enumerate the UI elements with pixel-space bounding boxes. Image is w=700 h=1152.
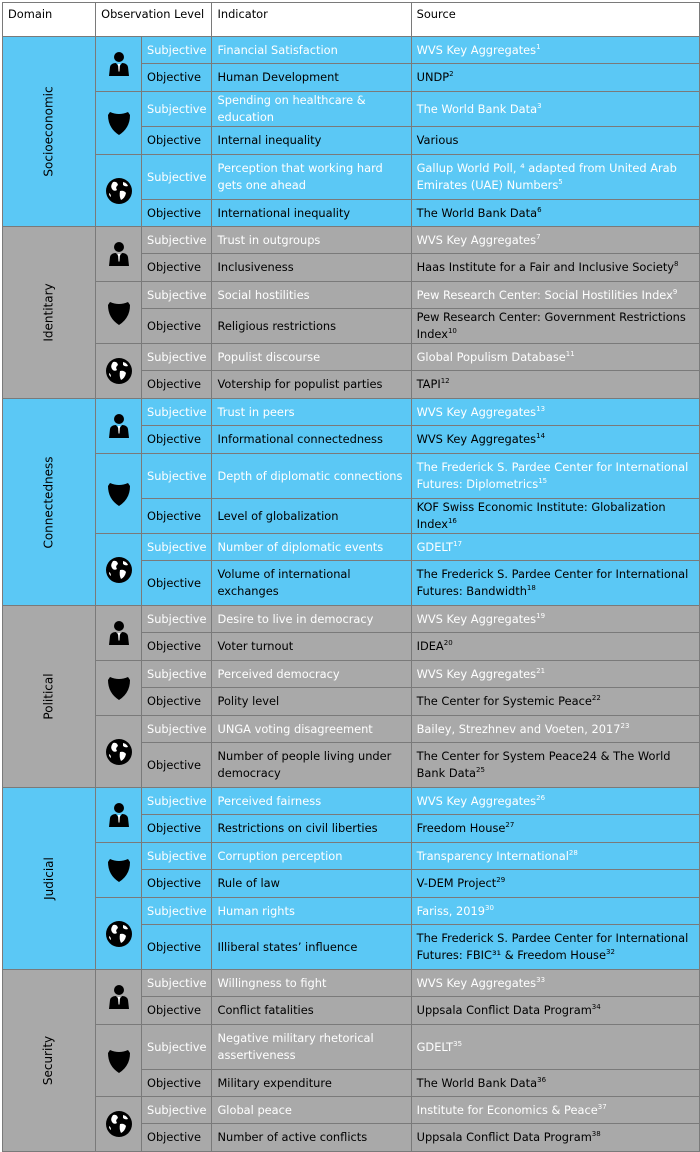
- indicator-cell: UNGA voting disagreement: [212, 716, 411, 743]
- footnote-marker: 23: [620, 721, 630, 730]
- icon-cell: [96, 155, 142, 227]
- person-icon: [96, 51, 141, 77]
- footnote-marker: 32: [606, 948, 615, 957]
- globe-icon: [96, 177, 141, 205]
- source-cell: [411, 499, 699, 534]
- indicator-cell: Rule of law: [212, 870, 411, 898]
- person-icon: [96, 241, 141, 267]
- observation-level: Objective: [141, 64, 212, 92]
- indicator-cell: Populist discourse: [212, 344, 411, 371]
- footnote-marker: 35: [453, 1039, 463, 1048]
- source-cell: [411, 1070, 699, 1097]
- footnote-marker: 1: [536, 42, 541, 51]
- observation-level: Objective: [141, 254, 212, 282]
- observation-level: Objective: [141, 499, 212, 534]
- source-text: The Center for System Peace24 & The World Bank Data: [416, 749, 671, 780]
- table-row: [3, 399, 700, 426]
- indicator-cell: Desire to live in democracy: [212, 606, 411, 633]
- domain-label: Identitary: [41, 283, 56, 342]
- table-row: [3, 1097, 700, 1124]
- observation-level: Subjective: [141, 282, 212, 309]
- observation-level: Subjective: [141, 843, 212, 870]
- source-text: The World Bank Data: [416, 1075, 538, 1090]
- observation-level: Objective: [141, 997, 212, 1025]
- source-cell: [411, 788, 699, 815]
- source-text: Freedom House: [416, 821, 506, 835]
- observation-level: Subjective: [141, 155, 212, 200]
- source-text: WVS Key Aggregates: [416, 232, 537, 247]
- person-icon: [96, 620, 141, 646]
- person-icon: [96, 984, 141, 1010]
- footnote-marker: 29: [496, 876, 506, 885]
- observation-level: Objective: [141, 925, 212, 970]
- footnote-marker: 19: [536, 611, 546, 620]
- table-row: [3, 454, 700, 499]
- source-text: WVS Key Aggregates: [416, 432, 537, 446]
- source-cell: [411, 399, 699, 426]
- indicator-cell: Trust in outgroups: [212, 227, 411, 254]
- footnote-marker: 28: [568, 848, 578, 857]
- source-text: Uppsala Conflict Data Program: [416, 1130, 592, 1144]
- source-text: KOF Swiss Economic Institute: Globalization Index: [416, 500, 666, 531]
- source-cell: [411, 716, 699, 743]
- source-text: WVS Key Aggregates: [416, 975, 537, 990]
- table-row: [3, 37, 700, 64]
- domain-cell: [3, 788, 96, 970]
- footnote-marker: 17: [453, 539, 463, 548]
- footnote-marker: 26: [536, 793, 546, 802]
- globe-icon: [96, 556, 141, 584]
- source-cell: [411, 227, 699, 254]
- source-text: The Center for Systemic Peace: [416, 694, 592, 708]
- observation-level: Subjective: [141, 227, 212, 254]
- domain-cell: [3, 37, 96, 227]
- source-text: Fariss, 2019: [416, 903, 486, 918]
- source-cell: [411, 92, 699, 127]
- icon-cell: [96, 661, 142, 716]
- source-text: Pew Research Center: Government Restrictions Index: [416, 310, 686, 341]
- source-text: Transparency International: [416, 848, 569, 863]
- indicator-cell: Human rights: [212, 898, 411, 925]
- footnote-marker: 6: [537, 205, 542, 214]
- source-cell: [411, 309, 699, 344]
- footnote-marker: 20: [443, 639, 453, 648]
- indicator-cell: International inequality: [212, 200, 411, 227]
- shield-icon: [96, 857, 141, 883]
- source-cell: [411, 925, 699, 970]
- indicator-cell: Social hostilities: [212, 282, 411, 309]
- observation-level: Subjective: [141, 606, 212, 633]
- observation-level: Objective: [141, 426, 212, 454]
- domain-label: Political: [41, 673, 56, 720]
- indicator-cell: Number of people living under democracy: [212, 743, 411, 788]
- footnote-marker: 18: [526, 584, 536, 593]
- table-row: [3, 92, 700, 127]
- source-text: Uppsala Conflict Data Program: [416, 1003, 592, 1017]
- icon-cell: [96, 898, 142, 970]
- source-cell: [411, 688, 699, 716]
- indicator-cell: Internal inequality: [212, 127, 411, 155]
- indicator-cell: Number of diplomatic events: [212, 534, 411, 561]
- source-text: WVS Key Aggregates: [416, 666, 537, 681]
- source-cell: [411, 970, 699, 997]
- footnote-marker: 16: [447, 517, 457, 526]
- indicator-cell: Human Development: [212, 64, 411, 92]
- table-row: [3, 1025, 700, 1070]
- source-text: WVS Key Aggregates: [416, 42, 537, 57]
- source-cell: [411, 426, 699, 454]
- observation-level: Objective: [141, 127, 212, 155]
- header-observation-level: Observation Level: [96, 3, 212, 37]
- source-text: Global Populism Database: [416, 349, 566, 364]
- footnote-marker: 13: [536, 404, 546, 413]
- table-row: [3, 344, 700, 371]
- footnote-marker: 36: [537, 1075, 547, 1084]
- footnote-marker: 10: [447, 327, 457, 336]
- indicator-cell: Negative military rhetorical assertiveness: [212, 1025, 411, 1070]
- indicator-cell: Perception that working hard gets one ahead: [212, 155, 411, 200]
- header-source: Source: [411, 3, 699, 37]
- source-cell: [411, 743, 699, 788]
- footnote-marker: 11: [565, 349, 575, 358]
- header-domain: Domain: [3, 3, 96, 37]
- globe-icon: [96, 1110, 141, 1138]
- source-cell: [411, 254, 699, 282]
- source-cell: [411, 1097, 699, 1124]
- observation-level: Subjective: [141, 1097, 212, 1124]
- icon-cell: [96, 970, 142, 1025]
- indicator-cell: Informational connectedness: [212, 426, 411, 454]
- indicator-cell: Financial Satisfaction: [212, 37, 411, 64]
- footnote-marker: 14: [536, 432, 546, 441]
- indicator-cell: Conflict fatalities: [212, 997, 411, 1025]
- indicator-cell: Illiberal states’ influence: [212, 925, 411, 970]
- source-text: Various: [416, 133, 459, 147]
- source-cell: [411, 37, 699, 64]
- icon-cell: [96, 716, 142, 788]
- source-text: V-DEM Project: [416, 876, 497, 890]
- source-cell: [411, 534, 699, 561]
- indicator-cell: Corruption perception: [212, 843, 411, 870]
- source-cell: [411, 815, 699, 843]
- indicator-cell: Global peace: [212, 1097, 411, 1124]
- domain-cell: [3, 227, 96, 399]
- icon-cell: [96, 454, 142, 534]
- indicator-cell: Number of active conflicts: [212, 1124, 411, 1152]
- observation-level: Subjective: [141, 534, 212, 561]
- source-cell: [411, 606, 699, 633]
- source-cell: [411, 661, 699, 688]
- source-cell: [411, 1124, 699, 1152]
- source-text: Haas Institute for a Fair and Inclusive Society: [416, 260, 675, 274]
- table-row: [3, 282, 700, 309]
- observation-level: Objective: [141, 1124, 212, 1152]
- table-row: [3, 788, 700, 815]
- indicator-cell: Trust in peers: [212, 399, 411, 426]
- source-cell: [411, 454, 699, 499]
- domain-label: Socioeconomic: [41, 86, 56, 177]
- observation-level: Subjective: [141, 898, 212, 925]
- shield-icon: [96, 300, 141, 326]
- footnote-marker: 15: [538, 477, 548, 486]
- footnote-marker: 25: [476, 766, 485, 775]
- source-cell: [411, 155, 699, 200]
- source-text: The World Bank Data: [416, 205, 538, 220]
- icon-cell: [96, 37, 142, 92]
- domain-label: Security: [41, 1035, 56, 1086]
- footnote-marker: 30: [485, 903, 494, 912]
- source-cell: [411, 997, 699, 1025]
- observation-level: Subjective: [141, 1025, 212, 1070]
- icon-cell: [96, 606, 142, 661]
- source-cell: [411, 561, 699, 606]
- footnote-marker: 38: [591, 1130, 601, 1139]
- indicator-cell: Votership for populist parties: [212, 371, 411, 399]
- footnote-marker: 7: [536, 232, 541, 241]
- source-text: Bailey, Strezhnev and Voeten, 2017: [416, 721, 621, 736]
- indicator-cell: Restrictions on civil liberties: [212, 815, 411, 843]
- source-cell: [411, 898, 699, 925]
- source-text: TAPI: [416, 377, 441, 391]
- observation-level: Subjective: [141, 716, 212, 743]
- table-row: [3, 898, 700, 925]
- table-row: [3, 227, 700, 254]
- table-row: [3, 843, 700, 870]
- footnote-marker: 33: [536, 975, 546, 984]
- table-row: [3, 155, 700, 200]
- source-text: WVS Key Aggregates: [416, 404, 537, 419]
- source-text: Gallup World Poll, ⁴ adapted from United Arab Emirates (UAE) Numbers: [416, 161, 677, 192]
- observation-level: Objective: [141, 815, 212, 843]
- icon-cell: [96, 92, 142, 155]
- source-text: The Frederick S. Pardee Center for International Futures: FBIC³¹ & Freedom House: [416, 931, 689, 962]
- observation-level: Subjective: [141, 454, 212, 499]
- icon-cell: [96, 788, 142, 843]
- table-body: [3, 37, 700, 1152]
- globe-icon: [96, 357, 141, 385]
- observation-level: Objective: [141, 870, 212, 898]
- table-row: [3, 534, 700, 561]
- observation-level: Objective: [141, 743, 212, 788]
- source-text: GDELT: [416, 539, 454, 554]
- observation-level: Objective: [141, 688, 212, 716]
- indicator-cell: Polity level: [212, 688, 411, 716]
- observation-level: Subjective: [141, 92, 212, 127]
- footnote-marker: 9: [672, 287, 678, 296]
- source-text: The Frederick S. Pardee Center for International Futures: Bandwidth: [416, 567, 689, 598]
- indicator-cell: Volume of international exchanges: [212, 561, 411, 606]
- indicator-cell: Inclusiveness: [212, 254, 411, 282]
- icon-cell: [96, 1025, 142, 1097]
- icon-cell: [96, 1097, 142, 1152]
- indicator-cell: Depth of diplomatic connections: [212, 454, 411, 499]
- person-icon: [96, 802, 141, 828]
- domain-label: Connectedness: [41, 455, 56, 549]
- table-row: [3, 606, 700, 633]
- observation-level: Subjective: [141, 37, 212, 64]
- shield-icon: [96, 481, 141, 507]
- source-cell: [411, 127, 699, 155]
- footnote-marker: 12: [440, 377, 450, 386]
- icon-cell: [96, 344, 142, 399]
- observation-level: Objective: [141, 371, 212, 399]
- source-cell: [411, 843, 699, 870]
- source-text: The Frederick S. Pardee Center for International Futures: Diplometrics: [416, 460, 689, 491]
- observation-level: Subjective: [141, 399, 212, 426]
- source-text: WVS Key Aggregates: [416, 793, 537, 808]
- observation-level: Objective: [141, 1070, 212, 1097]
- source-text: The World Bank Data: [416, 101, 538, 116]
- icon-cell: [96, 399, 142, 454]
- source-text: Institute for Economics & Peace: [416, 1102, 598, 1117]
- indicator-cell: Spending on healthcare & education: [212, 92, 411, 127]
- source-text: WVS Key Aggregates: [416, 611, 537, 626]
- table-row: [3, 716, 700, 743]
- observation-level: Objective: [141, 309, 212, 344]
- indicator-cell: Perceived democracy: [212, 661, 411, 688]
- source-cell: [411, 64, 699, 92]
- shield-icon: [96, 1048, 141, 1074]
- observation-level: Subjective: [141, 788, 212, 815]
- person-icon: [96, 413, 141, 439]
- indicator-cell: Religious restrictions: [212, 309, 411, 344]
- footnote-marker: 37: [597, 1102, 607, 1111]
- source-cell: [411, 344, 699, 371]
- source-text: GDELT: [416, 1039, 454, 1054]
- icon-cell: [96, 282, 142, 344]
- header-row: [3, 3, 700, 37]
- globe-icon: [96, 738, 141, 766]
- domain-cell: [3, 399, 96, 606]
- source-text: IDEA: [416, 639, 444, 653]
- source-cell: [411, 371, 699, 399]
- indicator-cell: Perceived fairness: [212, 788, 411, 815]
- table-row: [3, 661, 700, 688]
- indicator-table: [2, 2, 700, 1152]
- shield-icon: [96, 110, 141, 136]
- source-cell: [411, 1025, 699, 1070]
- observation-level: Objective: [141, 561, 212, 606]
- indicator-cell: Voter turnout: [212, 633, 411, 661]
- domain-cell: [3, 970, 96, 1152]
- shield-icon: [96, 675, 141, 701]
- source-cell: [411, 282, 699, 309]
- source-text: Pew Research Center: Social Hostilities Index: [416, 287, 673, 302]
- footnote-marker: 21: [536, 666, 546, 675]
- observation-level: Subjective: [141, 344, 212, 371]
- icon-cell: [96, 843, 142, 898]
- indicator-cell: Level of globalization: [212, 499, 411, 534]
- source-cell: [411, 633, 699, 661]
- footnote-marker: 27: [505, 821, 515, 830]
- icon-cell: [96, 227, 142, 282]
- globe-icon: [96, 920, 141, 948]
- observation-level: Subjective: [141, 661, 212, 688]
- source-cell: [411, 870, 699, 898]
- source-text: UNDP: [416, 70, 450, 84]
- header-indicator: Indicator: [212, 3, 411, 37]
- domain-label: Judicial: [41, 857, 56, 900]
- footnote-marker: 22: [591, 694, 601, 703]
- indicator-cell: Willingness to fight: [212, 970, 411, 997]
- footnote-marker: 34: [591, 1003, 601, 1012]
- indicator-cell: Military expenditure: [212, 1070, 411, 1097]
- table-row: [3, 970, 700, 997]
- footnote-marker: 5: [558, 178, 563, 187]
- observation-level: Objective: [141, 633, 212, 661]
- icon-cell: [96, 534, 142, 606]
- footnote-marker: 8: [674, 260, 679, 269]
- footnote-marker: 2: [449, 70, 454, 79]
- observation-level: Subjective: [141, 970, 212, 997]
- footnote-marker: 3: [537, 101, 542, 110]
- domain-cell: [3, 606, 96, 788]
- observation-level: Objective: [141, 200, 212, 227]
- source-cell: [411, 200, 699, 227]
